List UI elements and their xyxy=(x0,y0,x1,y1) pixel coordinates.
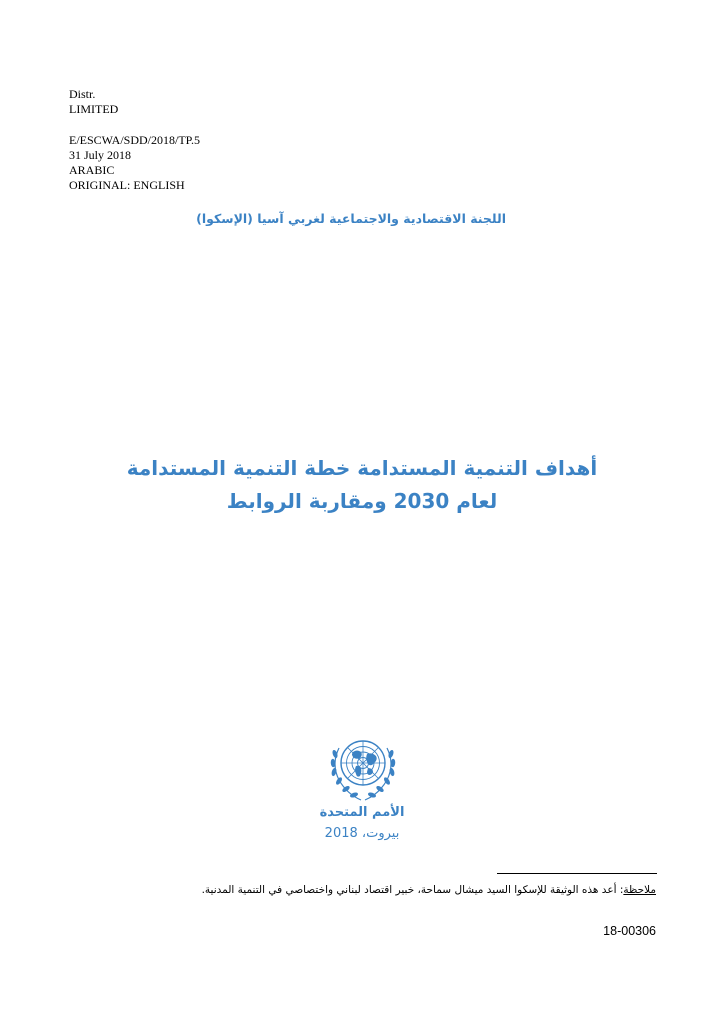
document-date: 31 July 2018 xyxy=(69,148,132,162)
united-nations-name: الأمم المتحدة xyxy=(319,805,405,820)
organization-name: اللجنة الاقتصادية والاجتماعية لغربي آسيا (الإسكوا) xyxy=(196,211,506,226)
place-and-year: بيروت، 2018 xyxy=(324,826,400,841)
footnote-label: ملاحظة xyxy=(623,884,656,896)
document-number: 18-00306 xyxy=(603,924,656,938)
document-title-line-1: أهداف التنمية المستدامة خطة التنمية المستدامة xyxy=(126,456,598,480)
distribution-label: Distr. xyxy=(69,87,96,101)
document-language: ARABIC xyxy=(69,163,115,177)
footnote-divider xyxy=(497,873,657,874)
document-symbol: E/ESCWA/SDD/2018/TP.5 xyxy=(69,133,201,147)
footnote xyxy=(202,884,656,896)
classification-label: LIMITED xyxy=(69,102,119,116)
document-title-line-2: لعام 2030 ومقاربة الروابط xyxy=(226,489,498,513)
footnote-text: : أعد هذه الوثيقة للإسكوا السيد ميشال سماحة، خبير اقتصاد لبناني واختصاصي في التنمية المدنية. xyxy=(201,884,624,896)
original-language: ORIGINAL: ENGLISH xyxy=(69,178,185,192)
un-emblem-icon xyxy=(320,730,406,804)
